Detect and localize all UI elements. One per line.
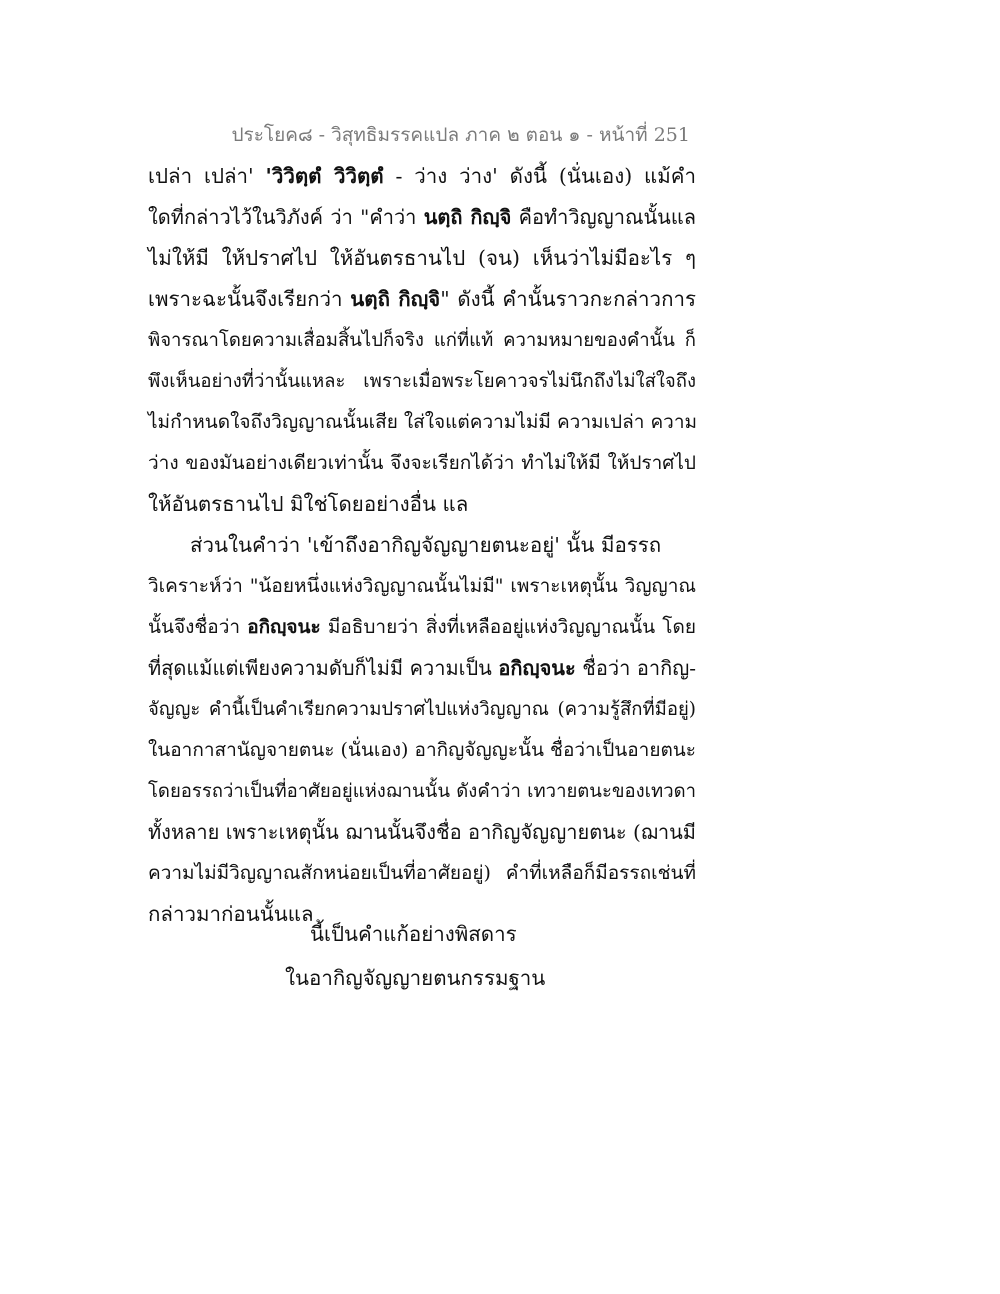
body-text xyxy=(148,156,696,935)
closing-block xyxy=(0,912,1000,1000)
bold-term: อกิญฺจนะ xyxy=(498,656,576,680)
text-line: พิจารณาโดยความเสื่อมสิ้นไปก็จริง แก่ที่แท้ ความหมายของคำนั้น ก็ xyxy=(148,330,696,351)
bold-term: 'วิวิตฺตํ วิวิตฺตํ xyxy=(265,164,384,188)
page-header: ประโยค๘ - วิสุทธิมรรคแปล ภาค ๒ ตอน ๑ - หน้าที่ 251 xyxy=(231,124,690,146)
text-line: ความไม่มีวิญญาณสักหน่อยเป็นที่อาศัยอยู่) คำที่เหลือก็มีอรรถเช่นที่ xyxy=(148,862,696,884)
text-line: ไม่กำหนดใจถึงวิญญาณนั้นเสีย ใส่ใจแต่ความไม่มี ความเปล่า ความ xyxy=(148,411,698,433)
bold-term: นตฺถิ กิญฺจิ xyxy=(350,287,441,311)
text-line: ใดที่กล่าวไว้ในวิภังค์ ว่า "คำว่า นตฺถิ กิญฺจิ คือทำวิญญาณนั้นแล xyxy=(148,205,697,229)
text-line: โดยอรรถว่าเป็นที่อาศัยอยู่แห่งฌานนั้น ดังคำว่า เทวายตนะของเทวดา xyxy=(148,781,696,802)
text-line-indented: ส่วนในคำว่า 'เข้าถึงอากิญจัญญายตนะอยู่' นั้น มีอรรถ xyxy=(190,533,662,557)
text-line: เพราะฉะนั้นจึงเรียกว่า นตฺถิ กิญฺจิ" ดังนี้ คำนั้นราวกะกล่าวการ xyxy=(148,287,696,311)
bold-term: นตฺถิ กิญฺจิ xyxy=(423,205,512,229)
text-line: เปล่า เปล่า' 'วิวิตฺตํ วิวิตฺตํ - ว่าง ว่าง' ดังนี้ (นั่นเอง) แม้คำ xyxy=(148,164,697,188)
text-line: จัญญะ คำนี้เป็นคำเรียกความปราศไปแห่งวิญญาณ (ความรู้สึกที่มีอยู่) xyxy=(148,699,696,720)
text-line: ในอากาสานัญจายตนะ (นั่นเอง) อากิญจัญญะนั้น ชื่อว่าเป็นอายตนะ xyxy=(148,739,696,761)
text-line: ทั้งหลาย เพราะเหตุนั้น ฌานนั้นจึงชื่อ อากิญจัญญายตนะ (ฌานมี xyxy=(148,820,696,844)
bold-term: อกิญฺจนะ xyxy=(247,616,321,638)
text-line: ที่สุดแม้แต่เพียงความดับก็ไม่มี ความเป็น อกิญฺจนะ ชื่อว่า อากิญ- xyxy=(148,656,696,680)
text-line: ไม่ให้มี ให้ปราศไป ให้อันตรธานไป (จน) เห็นว่าไม่มีอะไร ๆ xyxy=(148,246,696,270)
text-line: นั้นจึงชื่อว่า อกิญฺจนะ มีอธิบายว่า สิ่งที่เหลืออยู่แห่งวิญญาณนั้น โดย xyxy=(148,616,696,638)
text-line: พึงเห็นอย่างที่ว่านั้นแหละ เพราะเมื่อพระโยคาวจรไม่นึกถึงไม่ใส่ใจถึง xyxy=(148,371,696,392)
text-line: ว่าง ของมันอย่างเดียวเท่านั้น จึงจะเรียกได้ว่า ทำไม่ให้มี ให้ปราศไป xyxy=(148,452,696,474)
closing-line: ในอากิญจัญญายตนกรรมฐาน xyxy=(285,966,546,990)
text-line: วิเคราะห์ว่า "น้อยหนึ่งแห่งวิญญาณนั้นไม่มี" เพราะเหตุนั้น วิญญาณ xyxy=(148,575,696,597)
closing-line: นี้เป็นคำแก้อย่างพิสดาร xyxy=(310,922,517,946)
text-line: ให้อันตรธานไป มิใช่โดยอย่างอื่น แล xyxy=(148,492,469,516)
text-line: กล่าวมาก่อนนั้นแล xyxy=(148,902,314,926)
